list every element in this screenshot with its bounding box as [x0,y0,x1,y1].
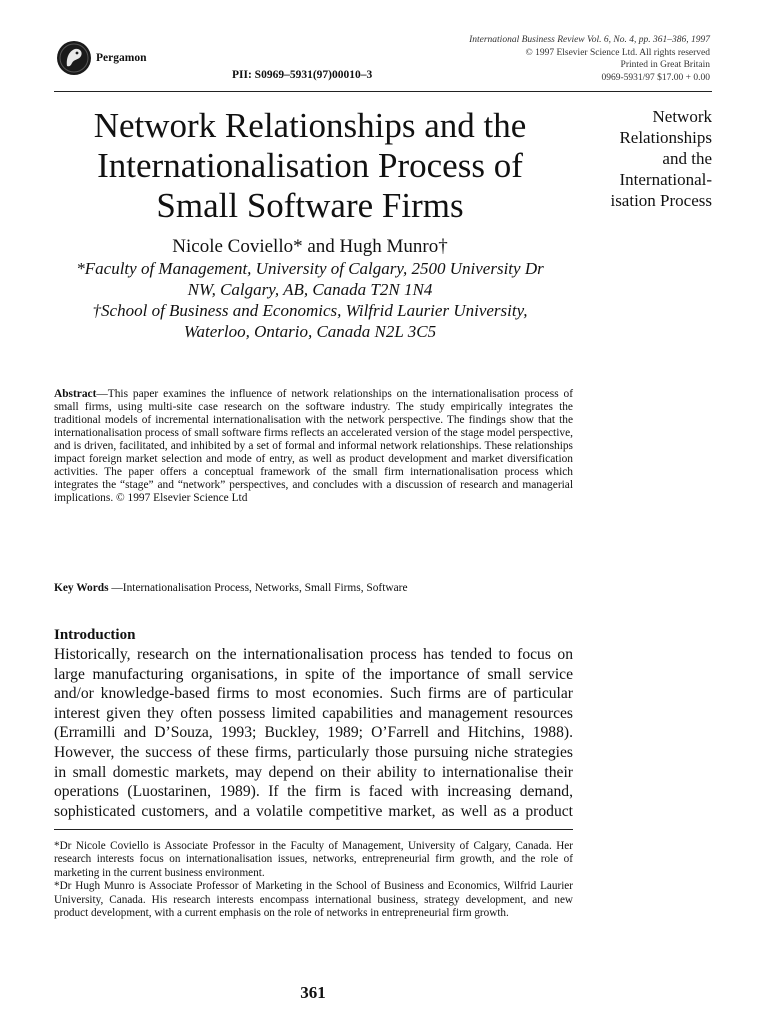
publisher-name: Pergamon [96,52,147,64]
keywords [54,582,573,594]
running-head-line: International- [619,170,712,189]
affiliation-line: NW, Calgary, AB, Canada T2N 1N4 [187,280,433,299]
affiliation-line: †School of Business and Economics, Wilfrid Laurier University, [92,301,528,320]
footnote-rule [54,829,573,830]
affiliation-line: *Faculty of Management, University of Calgary, 2500 University Dr [76,259,544,278]
keywords-label: Key Words [54,582,109,594]
article-title [50,106,570,226]
affiliations [26,258,594,342]
body-line: Historically, research on the internationalisation process has tended to focus on [54,646,573,663]
body-line: sophisticated customers, and a volatile competitive market, as well as a product [54,802,573,820]
header-rule [54,91,712,92]
title-line: Network Relationships and the [93,106,527,145]
keywords-text: —Internationalisation Process, Networks, Small Firms, Software [108,582,408,594]
body-line: and/or knowledge-based firms to most economies. Such firms are of particular [54,685,573,703]
body-line: operations (Luostarinen, 1989). If the firm is faced with increasing demand, [54,783,573,801]
body-line: in small domestic markets, may depend on their ability to internationalise their [54,763,573,781]
authors: Nicole Coviello* and Hugh Munro† [172,236,448,257]
abstract [54,388,573,505]
footnote: *Dr Hugh Munro is Associate Professor of Marketing in the School of Business and Economics, Wilfrid Laurier University, Canada. His research interests encompass international business, strategy development, and new product development, with a current emphasis on the role of networks in entrepreneurial firm growth. [54,880,573,920]
section-heading-introduction: Introduction [54,627,136,643]
abstract-label: Abstract [54,388,97,400]
footnote: *Dr Nicole Coviello is Associate Professor in the Faculty of Management, University of Calgary, Canada. Her research interests focus on internationalisation issues, networks, entrepreneurial firm growth, and the role of marketing in the current business environment. [54,840,573,879]
introduction-body [54,645,573,821]
affiliation-line: Waterloo, Ontario, Canada N2L 3C5 [183,322,437,341]
journal-info-line: © 1997 Elsevier Science Ltd. All rights reserved [525,47,710,58]
body-line: interest given they often possess limited capabilities and management resources [54,704,573,722]
page-number: 361 [300,983,326,1002]
title-line: Internationalisation Process of [97,146,523,185]
running-head-line: isation Process [610,191,712,210]
running-head-line: Relationships [619,128,712,147]
journal-info-line: International Business Review Vol. 6, No. 4, pp. 361–386, 1997 [469,35,710,45]
journal-info-line: 0969-5931/97 $17.00 + 0.00 [601,72,710,83]
body-line: However, the success of these firms, particularly those pursuing niche strategies [54,743,573,761]
footnotes [54,840,573,920]
abstract-text: —This paper examines the influence of network relationships on the internationalisation process of small firms, using multi-site case research on the software industry. The study empirically integrates the traditional models of incremental internationalisation with the network perspective. The findings show that the internationalisation process of small software firms reflects an accelerated version of the stage model perspective, and is driven, facilitated, and inhibited by a set of formal and informal network relationships. These relationships impact foreign market selection and mode of entry, as well as product development and market diversification activities. The paper offers a conceptual framework of the small firm internationalisation process which integrates the “stage” and “network” perspectives, and concludes with a discussion of research and managerial implications. © 1997 Elsevier Science Ltd [54,388,573,504]
journal-info [420,34,710,84]
pergamon-logo [56,40,92,76]
title-line: Small Software Firms [156,186,464,225]
body-line: (Erramilli and D’Souza, 1993; Buckley, 1989; O’Farrell and Hitchins, 1988). [54,724,573,742]
journal-info-line: Printed in Great Britain [620,60,710,71]
body-line: large manufacturing organisations, in spite of the importance of small service [54,665,573,683]
running-head [578,106,712,211]
running-head-line: Network [652,107,712,126]
pii-identifier: PII: S0969–5931(97)00010–3 [232,69,373,81]
running-head-line: and the [662,149,712,168]
